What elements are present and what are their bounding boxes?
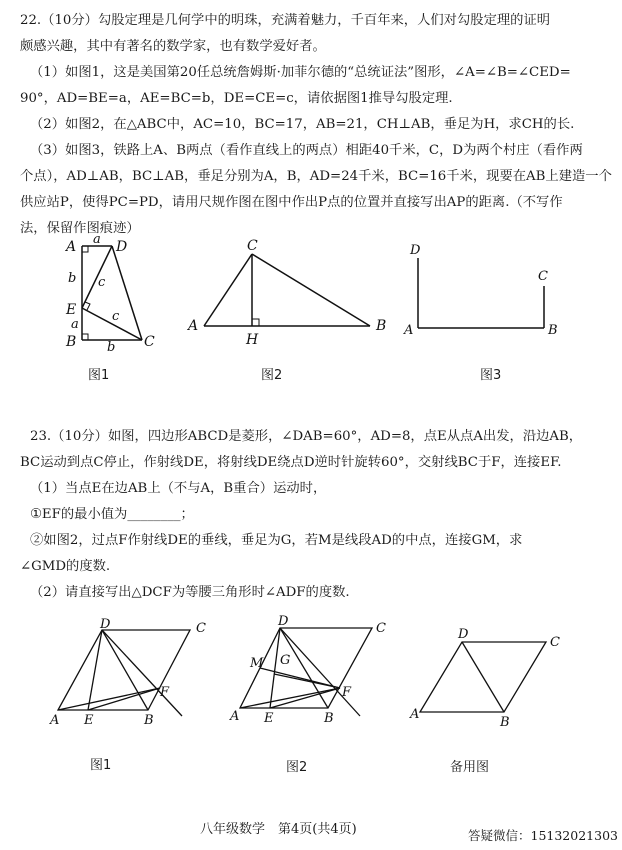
q22-fig2-caption: 图2 — [261, 368, 283, 383]
q22-line-5: （2）如图2，在△ABC中，AC=10，BC=17，AB=21，CH⊥AB，垂足为H，求CH的长. — [30, 117, 575, 132]
q23-line-1: 23.（10分）如图，四边形ABCD是菱形，∠DAB=60°，AD=8，点E从点A出发，沿边AB， — [30, 429, 583, 444]
fig1-label-c-lower: c — [112, 309, 120, 324]
q22-line-2: 颇感兴趣，其中有著名的数学家，也有数学爱好者。 — [20, 39, 326, 54]
q22-figure-1 — [60, 232, 170, 355]
q23f2-label-E: E — [264, 711, 274, 726]
fig1-label-D: D — [116, 239, 128, 255]
q22-line-4: 90°，AD=BE=a，AE=BC=b，DE=CE=c，请依据图1推导勾股定理. — [20, 91, 453, 106]
q22-line-8: 供应站P，使得PC=PD，请用尺规作图在图中作出P点的位置并直接写出AP的距离.（不写作 — [20, 195, 563, 210]
fig1-label-E: E — [66, 302, 77, 318]
fig1-label-b-bottom: b — [107, 340, 116, 355]
q22-figure-3 — [398, 236, 568, 346]
q23-fig2-caption: 图2 — [286, 760, 308, 775]
contact-footer: 答疑微信：15132021303 — [468, 828, 618, 843]
q23f1-label-E: E — [84, 713, 94, 728]
q23f2-label-M: M — [250, 656, 264, 671]
q22-line-9: 法，保留作图痕迹） — [20, 221, 140, 236]
spare-label-C: C — [550, 635, 560, 650]
q23f2-label-F: F — [342, 685, 352, 700]
spare-label-A: A — [410, 707, 420, 722]
fig3-label-D: D — [410, 243, 421, 258]
q23-line-4: ①EF的最小值为________； — [30, 507, 194, 522]
fig2-label-B: B — [376, 318, 387, 334]
fig2-label-A: A — [188, 318, 199, 334]
q23-line-3: （1）当点E在边AB上（不与A，B重合）运动时， — [30, 481, 327, 496]
q23-figure-spare — [408, 622, 558, 732]
q23f1-label-F: F — [160, 685, 170, 700]
q23f2-label-G: G — [280, 653, 291, 668]
q23-fig3-caption: 备用图 — [450, 760, 490, 775]
fig3-label-C: C — [538, 269, 548, 284]
q23f2-label-D: D — [278, 614, 289, 629]
spare-label-B: B — [500, 715, 510, 730]
q23f1-label-D: D — [100, 617, 111, 632]
q23-line-5: ②如图2，过点F作射线DE的垂线，垂足为G，若M是线段AD的中点，连接GM，求 — [30, 533, 523, 548]
q23-line-7: （2）请直接写出△DCF为等腰三角形时∠ADF的度数. — [30, 585, 350, 600]
fig1-label-b-left: b — [68, 271, 77, 286]
q22-figure-2 — [180, 238, 400, 348]
q22-line-1: 22.（10分）勾股定理是几何学中的明珠，充满着魅力，千百年来，人们对勾股定理的证明 — [20, 13, 551, 28]
q22-line-3: （1）如图1，这是美国第20任总统詹姆斯·加菲尔德的“总统证法”图形，∠A=∠B=∠CED= — [30, 65, 571, 80]
q23-figure-1 — [44, 618, 224, 728]
q23-figure-2 — [226, 612, 396, 727]
fig2-label-H: H — [246, 332, 259, 348]
spare-label-D: D — [458, 627, 469, 642]
question-22-text — [20, 8, 612, 242]
fig1-label-B: B — [66, 334, 77, 350]
q22-line-6: （3）如图3，铁路上A、B两点（看作直线上的两点）相距40千米，C，D为两个村庄（看作两 — [30, 143, 583, 158]
q22-line-7: 个点），AD⊥AB，BC⊥AB，垂足分别为A，B，AD=24千米，BC=16千米，现要在AB上建造一个 — [20, 169, 612, 184]
question-23-text — [20, 424, 602, 606]
fig1-label-c-upper: c — [98, 275, 106, 290]
fig1-label-A: A — [66, 239, 77, 255]
q23f1-label-A: A — [50, 713, 60, 728]
q23f1-label-B: B — [144, 713, 154, 728]
q23-line-6: ∠GMD的度数. — [20, 559, 111, 574]
q23f2-label-A: A — [230, 709, 240, 724]
q23-fig1-caption: 图1 — [90, 758, 112, 773]
q22-fig3-caption: 图3 — [480, 368, 502, 383]
q22-fig1-caption: 图1 — [88, 368, 110, 383]
fig1-label-a-left: a — [71, 317, 79, 332]
fig3-label-A: A — [404, 323, 414, 338]
fig1-label-C: C — [144, 334, 155, 350]
q23f2-label-C: C — [376, 621, 386, 636]
fig1-label-a-top: a — [93, 232, 101, 247]
fig3-label-B: B — [548, 323, 558, 338]
fig2-label-C: C — [247, 238, 258, 254]
q23f2-label-B: B — [324, 711, 334, 726]
q23-line-2: BC运动到点C停止，作射线DE，将射线DE绕点D逆时针旋转60°，交射线BC于F，连接EF. — [20, 455, 562, 470]
page-footer: 八年级数学 第4页(共4页) — [200, 822, 357, 837]
q23f1-label-C: C — [196, 621, 206, 636]
